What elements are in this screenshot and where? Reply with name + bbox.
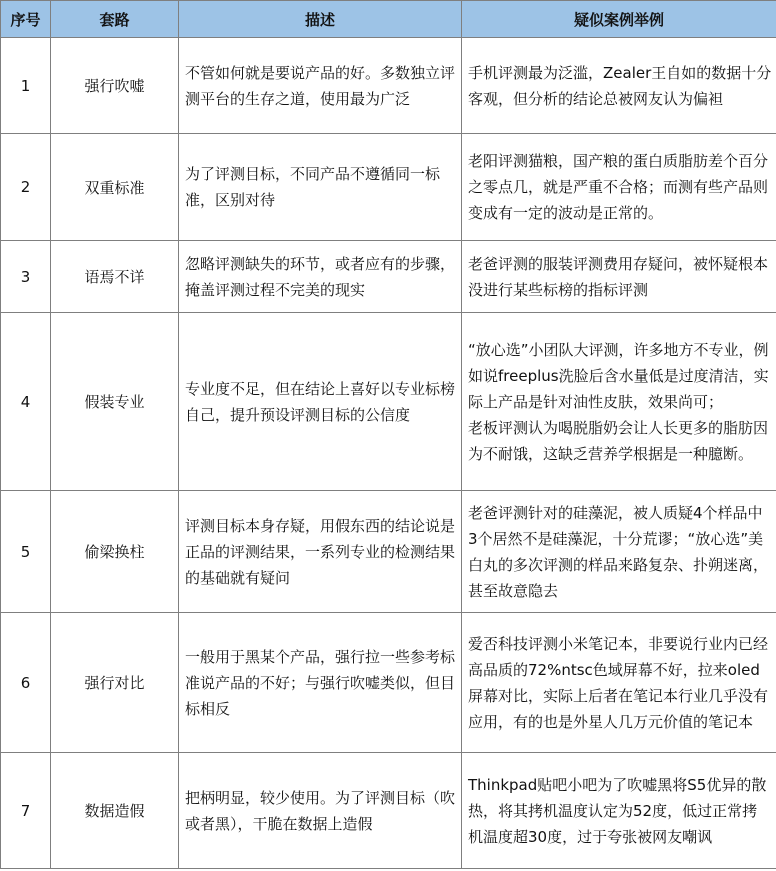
trick-examples: [462, 313, 776, 491]
example-text: “放心选”小团队大评测，许多地方不专业，例如说freeplus洗脸后含水量低是过度清洁，实际上产品是针对油性皮肤，效果尚可；: [468, 340, 769, 411]
trick-name: 强行吹嘘: [51, 38, 179, 134]
trick-name: 数据造假: [51, 753, 179, 869]
row-number: 2: [1, 134, 51, 241]
trick-description: 为了评测目标，不同产品不遵循同一标准，区别对待: [179, 134, 462, 241]
trick-examples: [462, 491, 776, 613]
example-text: 老爸评测的服装评测费用存疑问，被怀疑根本没进行某些标榜的指标评测: [468, 254, 769, 299]
table-row: [1, 313, 776, 491]
table-row: [1, 491, 776, 613]
trick-description: 专业度不足，但在结论上喜好以专业标榜自己，提升预设评测目标的公信度: [179, 313, 462, 491]
row-number: 1: [1, 38, 51, 134]
row-number: 5: [1, 491, 51, 613]
row-number: 7: [1, 753, 51, 869]
example-text: 老爸评测针对的硅藻泥，被人质疑4个样品中3个居然不是硅藻泥，十分荒谬；“放心选”美白丸的多次评测的样品来路复杂、扑朔迷离，甚至故意隐去: [468, 503, 769, 600]
row-number: 6: [1, 613, 51, 753]
trick-description: 忽略评测缺失的环节，或者应有的步骤，掩盖评测过程不完美的现实: [179, 241, 462, 313]
trick-name: 语焉不详: [51, 241, 179, 313]
row-number: 4: [1, 313, 51, 491]
example-text: 老阳评测猫粮，国产粮的蛋白质脂肪差个百分之零点几，就是严重不合格；而测有些产品则变成有一定的波动是正常的。: [468, 152, 769, 222]
table-row: [1, 613, 776, 753]
trick-examples: [462, 241, 776, 313]
header-trick: 套路: [51, 1, 179, 38]
header-examples: 疑似案例举例: [462, 1, 776, 38]
table-header-row: [1, 1, 776, 38]
trick-examples: [462, 38, 776, 134]
table-row: [1, 753, 776, 869]
trick-examples: [462, 134, 776, 241]
trick-description: 一般用于黑某个产品，强行拉一些参考标准说产品的不好；与强行吹嘘类似，但目标相反: [179, 613, 462, 753]
trick-name: 假装专业: [51, 313, 179, 491]
example-text: 手机评测最为泛滥，Zealer王自如的数据十分客观，但分析的结论总被网友认为偏袒: [468, 63, 772, 108]
header-description: 描述: [179, 1, 462, 38]
table-row: [1, 38, 776, 134]
table-row: [1, 241, 776, 313]
trick-name: 强行对比: [51, 613, 179, 753]
trick-name: 偷梁换柱: [51, 491, 179, 613]
trick-description: 不管如何就是要说产品的好。多数独立评测平台的生存之道，使用最为广泛: [179, 38, 462, 134]
table-row: [1, 134, 776, 241]
trick-description: 把柄明显，较少使用。为了评测目标（吹或者黑），干脆在数据上造假: [179, 753, 462, 869]
example-text: 爱否科技评测小米笔记本，非要说行业内已经高品质的72%ntsc色域屏幕不好，拉来oled屏幕对比，实际上后者在笔记本行业几乎没有应用，有的也是外星人几万元价值的笔记本: [468, 634, 769, 731]
trick-examples: [462, 753, 776, 869]
row-number: 3: [1, 241, 51, 313]
trick-examples: [462, 613, 776, 753]
example-text: Thinkpad贴吧小吧为了吹嘘黑将S5优异的散热，将其拷机温度认定为52度，低过正常拷机温度超30度，过于夸张被网友嘲讽: [468, 775, 767, 846]
example-text: 老板评测认为喝脱脂奶会让人长更多的脂肪因为不耐饿，这缺乏营养学根据是一种臆断。: [468, 418, 769, 463]
trick-description: 评测目标本身存疑，用假东西的结论说是正品的评测结果，一系列专业的检测结果的基础就有疑问: [179, 491, 462, 613]
header-number: 序号: [1, 1, 51, 38]
trick-name: 双重标准: [51, 134, 179, 241]
